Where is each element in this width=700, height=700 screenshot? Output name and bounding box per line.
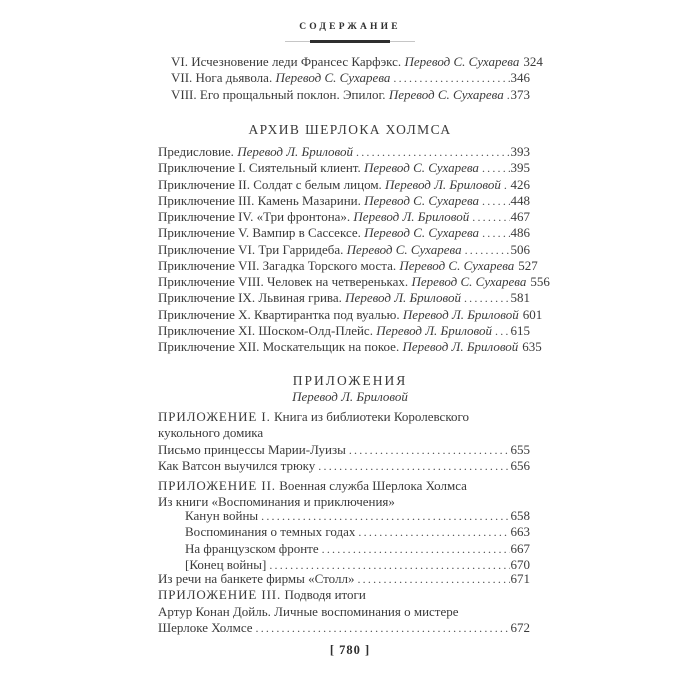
toc-entry-title: На французском фронте — [185, 540, 319, 556]
toc-entry-translator: Перевод С. Сухарева — [411, 274, 527, 289]
book-sub-entries — [158, 508, 530, 573]
page-number: [ 780 ] — [329, 643, 371, 657]
dot-leader — [482, 193, 509, 209]
header-divider — [285, 40, 415, 44]
toc-entry-page: 486 — [510, 225, 530, 241]
dot-leader — [507, 87, 510, 103]
toc-entry — [158, 160, 530, 176]
toc-entry — [158, 524, 530, 540]
toc-entry-title: [Конец войны] — [185, 556, 267, 572]
toc-entry — [158, 571, 530, 587]
toc-entry — [158, 193, 530, 209]
toc-entry — [158, 541, 530, 557]
dot-leader — [318, 458, 509, 474]
appendix-2-title — [158, 478, 530, 494]
toc-entry-translator: Перевод С. Сухарева — [388, 86, 504, 102]
dot-leader — [495, 323, 509, 339]
toc-entry-page: 581 — [510, 290, 530, 306]
dot-leader — [464, 290, 510, 306]
toc-entry-title: Приключение VII. Загадка Торского моста. — [158, 257, 397, 273]
divider-thick-line — [310, 40, 390, 43]
dot-leader — [256, 620, 510, 636]
toc-entry-translator: Перевод Л. Бриловой — [376, 322, 493, 338]
dot-leader — [465, 242, 510, 258]
appendix-1-title — [158, 409, 530, 442]
toc-entry — [158, 620, 530, 636]
toc-entry-translator: Перевод Л. Бриловой — [402, 306, 519, 322]
toc-entry-page: 426 — [510, 176, 530, 192]
toc-entry — [158, 87, 530, 103]
speech-entry-wrap — [158, 571, 530, 587]
toc-entry-title: Из речи на банкете фирмы «Столл» — [158, 571, 355, 586]
appendix-2-label: ПРИЛОЖЕНИЕ II. — [158, 478, 276, 493]
toc-entry-page: 663 — [510, 524, 530, 540]
dot-leader — [261, 508, 509, 524]
toc-entry — [158, 242, 530, 258]
toc-entry-page: 393 — [510, 144, 530, 159]
toc-entry-translator: Перевод С. Сухарева — [404, 54, 520, 69]
toc-entry — [158, 144, 530, 160]
dot-leader — [504, 177, 510, 193]
toc-entry-title: Как Ватсон выучился трюку — [158, 458, 316, 474]
memoirs-line1: Артур Конан Дойль. Личные воспоминания о мистере — [158, 604, 459, 619]
toc-entry-page: 467 — [510, 209, 530, 224]
toc-entry-title: Приключение I. Сиятельный клиент. — [158, 160, 361, 176]
toc-entry-page: 656 — [510, 458, 530, 474]
toc-entry-page: 324 — [523, 54, 543, 69]
toc-entry — [158, 70, 530, 86]
toc-entry-title: Приключение VI. Три Гарридеба. — [158, 241, 344, 257]
toc-section-his-last-bow — [158, 54, 543, 103]
toc-entry — [158, 274, 550, 290]
toc-entry-page: 672 — [510, 620, 530, 636]
appendix-1-title-line2: кукольного домика — [158, 425, 264, 441]
toc-entry-title: Воспоминания о темных годах — [185, 524, 356, 540]
appendix-3-title — [158, 587, 530, 603]
toc-entry-title: Приключение III. Камень Мазарини. — [158, 192, 361, 208]
toc-entry-page: 658 — [510, 508, 530, 523]
toc-entry-translator: Перевод С. Сухарева — [275, 70, 391, 86]
appendix-3-title-text: Подводя итоги — [284, 587, 366, 602]
dot-leader — [358, 524, 509, 540]
toc-entry-title: Приключение V. Вампир в Сассексе. — [158, 225, 361, 241]
toc-entry-title: Приключение IV. «Три фронтона». — [158, 209, 351, 224]
toc-entry — [158, 323, 530, 339]
appendix-2-title-text: Военная служба Шерлока Холмса — [279, 478, 467, 493]
appendix-1-title-text: Книга из библиотеки Королевского — [273, 409, 469, 424]
toc-entry — [158, 458, 530, 474]
from-book-line: Из книги «Воспоминания и приключения» — [158, 494, 395, 509]
toc-entry-title: Приключение IX. Львиная грива. — [158, 290, 342, 306]
appendix-1-entries — [158, 442, 530, 475]
toc-entry-page: 670 — [510, 556, 530, 572]
toc-entry-page: 506 — [510, 241, 530, 257]
toc-entry-title: Шерлоке Холмсе — [158, 620, 253, 636]
dot-leader — [322, 541, 510, 557]
toc-entry-title: Приключение II. Солдат с белым лицом. — [158, 176, 382, 192]
appendix-1-label: ПРИЛОЖЕНИЕ I. — [158, 409, 271, 424]
appendices-subtitle: Перевод Л. Бриловой — [292, 389, 408, 404]
toc-entry-title: Приключение VIII. Человек на четвереньках. — [158, 274, 409, 289]
toc-entry-translator: Перевод С. Сухарева — [364, 192, 480, 208]
toc-entry-title: VIII. Его прощальный поклон. Эпилог. — [171, 86, 386, 102]
toc-entry-translator: Перевод Л. Бриловой — [402, 339, 519, 354]
toc-entry-page: 556 — [530, 274, 550, 289]
toc-entry-translator: Перевод Л. Бриловой — [353, 209, 470, 224]
toc-entry-translator: Перевод Л. Бриловой — [385, 176, 501, 192]
toc-entry-page: 667 — [510, 540, 530, 556]
dot-leader — [349, 442, 510, 458]
toc-entry-page: 655 — [510, 442, 530, 457]
toc-entry-translator: Перевод С. Сухарева — [364, 225, 480, 241]
dot-leader — [482, 160, 510, 176]
memoirs-entry — [158, 604, 530, 637]
toc-entry — [158, 508, 530, 524]
toc-entry — [158, 339, 542, 355]
toc-entry-page: 527 — [518, 257, 538, 273]
dot-leader — [356, 144, 509, 160]
toc-entry — [158, 225, 530, 241]
toc-entry — [158, 177, 530, 193]
dot-leader — [357, 571, 509, 587]
toc-entry — [158, 209, 530, 225]
toc-entry-translator: Перевод С. Сухарева — [399, 257, 515, 273]
toc-entry-title: Канун войны — [185, 508, 259, 523]
toc-entry — [158, 290, 530, 306]
toc-entry-translator: Перевод С. Сухарева — [346, 241, 462, 257]
appendix-3-label: ПРИЛОЖЕНИЕ III. — [158, 587, 282, 602]
page-header-title: СОДЕРЖАНИЕ — [299, 22, 401, 32]
toc-entry-page: 448 — [510, 192, 530, 208]
toc-entry-title: Приключение XI. Шоском-Олд-Плейс. — [158, 322, 373, 338]
toc-entry-page: 373 — [510, 86, 530, 102]
toc-entry-page: 395 — [510, 160, 530, 176]
toc-entry-page: 601 — [522, 306, 543, 322]
toc-entry-translator: Перевод С. Сухарева — [364, 160, 479, 176]
toc-entry-title: Письмо принцессы Марии-Луизы — [158, 442, 346, 457]
toc-entry — [158, 257, 538, 274]
toc-entry — [158, 54, 543, 70]
toc-entry-title: Приключение X. Квартирантка под вуалью. — [158, 306, 400, 322]
toc-entry — [158, 306, 543, 323]
toc-entry-title: Приключение XII. Москательщик на покое. — [158, 339, 400, 354]
toc-entry-page: 346 — [510, 70, 530, 86]
toc-entry-translator: Перевод Л. Бриловой — [237, 144, 354, 159]
toc-entry-page: 635 — [522, 339, 542, 354]
dot-leader — [482, 225, 509, 241]
toc-entry-title: Предисловие. — [158, 144, 234, 159]
toc-entry-title: VI. Исчезновение леди Франсес Карфэкс. — [171, 54, 402, 69]
section-heading-appendices: ПРИЛОЖЕНИЯ — [292, 373, 408, 388]
toc-entry-page: 671 — [510, 571, 530, 586]
dot-leader — [393, 70, 509, 86]
toc-entry-title: VII. Нога дьявола. — [171, 70, 273, 86]
toc-section-archive — [158, 144, 550, 355]
dot-leader — [472, 209, 509, 225]
toc-entry-translator: Перевод Л. Бриловой — [345, 290, 461, 306]
toc-entry — [158, 442, 530, 458]
section-heading-archive: АРХИВ ШЕРЛОКА ХОЛМСА — [248, 122, 452, 137]
toc-entry-page: 615 — [510, 322, 530, 338]
